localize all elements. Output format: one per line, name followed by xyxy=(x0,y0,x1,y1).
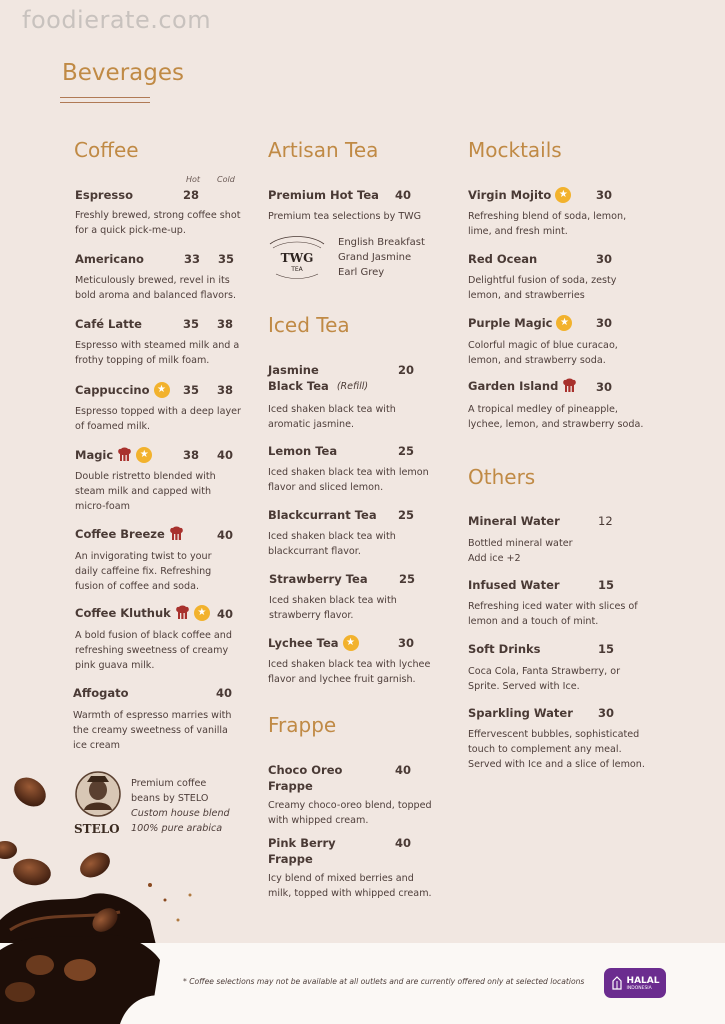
price: 40 xyxy=(395,836,412,850)
star-icon: ★ xyxy=(343,635,359,651)
section-title-others: Others xyxy=(468,465,536,489)
star-icon: ★ xyxy=(556,315,572,331)
svg-text:TEA: TEA xyxy=(291,266,303,273)
section-title-artisan-tea: Artisan Tea xyxy=(268,138,379,162)
menu-item-name: Frappe xyxy=(268,852,313,866)
price: 30 xyxy=(596,252,613,266)
menu-item-desc: Delightful fusion of soda, zesty lemon, and strawberries xyxy=(468,275,617,301)
price-hot: 28 xyxy=(183,188,200,202)
price: 20 xyxy=(398,363,415,377)
price: 30 xyxy=(596,316,613,330)
price-hot: 38 xyxy=(183,448,200,462)
menu-item-name: Lychee Tea ★ xyxy=(268,635,359,651)
price: 12 xyxy=(598,514,613,528)
price-cold: 40 xyxy=(217,448,234,462)
title-underline xyxy=(60,102,150,103)
price-hot: 35 xyxy=(183,317,200,331)
star-icon: ★ xyxy=(194,605,210,621)
section-title-iced-tea: Iced Tea xyxy=(268,313,350,337)
footnote: * Coffee selections may not be available at all outlets and are currently offered only at selected locations xyxy=(183,977,585,986)
star-icon: ★ xyxy=(555,187,571,203)
menu-item-desc: Colorful magic of blue curacao, lemon, and strawberry soda. xyxy=(468,340,618,366)
price: 25 xyxy=(399,572,416,586)
section-title-mocktails: Mocktails xyxy=(468,138,562,162)
menu-item-desc: Icy blend of mixed berries and milk, topped with whipped cream. xyxy=(268,873,432,899)
chef-hat-icon xyxy=(169,526,184,542)
menu-item-desc: Iced shaken black tea with lemon flavor and sliced lemon. xyxy=(268,467,429,493)
price-cold: 38 xyxy=(217,317,234,331)
star-icon: ★ xyxy=(136,447,152,463)
menu-item-desc: Freshly brewed, strong coffee shot for a quick pick-me-up. xyxy=(75,210,241,236)
price: 25 xyxy=(398,444,415,458)
menu-item-name: Soft Drinks xyxy=(468,642,541,656)
menu-item-desc: Refreshing iced water with slices of lemon and a touch of mint. xyxy=(468,601,638,627)
menu-item-desc: A tropical medley of pineapple, lychee, lemon, and strawberry soda. xyxy=(468,404,644,430)
menu-item-name: Premium Hot Tea xyxy=(268,188,379,202)
menu-item-desc: Creamy choco-oreo blend, topped with whipped cream. xyxy=(268,800,432,826)
price: 15 xyxy=(598,642,615,656)
chef-hat-icon xyxy=(562,378,577,394)
page-title: Beverages xyxy=(62,60,184,86)
menu-item-name: Sparkling Water xyxy=(468,706,573,720)
halal-icon xyxy=(611,976,623,990)
menu-item-desc: Espresso topped with a deep layer of foamed milk. xyxy=(75,406,241,432)
menu-item-desc: Bottled mineral water Add ice +2 xyxy=(468,538,573,564)
menu-item-desc: An invigorating twist to your daily caffeine fix. Refreshing fusion of coffee and soda. xyxy=(75,551,212,592)
twg-tea-logo xyxy=(268,234,326,282)
cold-label: Cold xyxy=(217,175,235,184)
price-cold: 35 xyxy=(218,252,235,266)
price: 25 xyxy=(398,508,415,522)
menu-item-desc: Iced shaken black tea with strawberry flavor. xyxy=(269,595,397,621)
menu-item-desc: A bold fusion of black coffee and refreshing sweetness of creamy pink guava milk. xyxy=(75,630,232,671)
menu-item-desc: Iced shaken black tea with lychee flavor and lychee fruit garnish. xyxy=(268,659,431,685)
menu-item-name: Purple Magic ★ xyxy=(468,315,572,331)
menu-item-desc: Coca Cola, Fanta Strawberry, or Sprite. Served with Ice. xyxy=(468,666,621,692)
menu-item-name: Frappe xyxy=(268,779,313,793)
menu-item-desc: Warmth of espresso marries with the creamy sweetness of vanilla ice cream xyxy=(73,710,232,751)
menu-item-name: Choco Oreo xyxy=(268,763,343,777)
menu-item-name: Magic ★ xyxy=(75,447,152,463)
menu-item-desc: Premium tea selections by TWG xyxy=(268,211,422,222)
watermark: foodierate.com xyxy=(22,6,212,34)
section-title-coffee: Coffee xyxy=(74,138,139,162)
menu-item-desc: Iced shaken black tea with blackcurrant flavor. xyxy=(268,531,396,557)
coffee-cup-illustration xyxy=(0,920,175,1024)
menu-item-desc: Iced shaken black tea with aromatic jasmine. xyxy=(268,404,396,430)
svg-text:TWG: TWG xyxy=(280,251,314,265)
price: 40 xyxy=(395,188,412,202)
menu-item-name: Americano xyxy=(75,252,144,266)
tea-varieties: English Breakfast Grand Jasmine Earl Grey xyxy=(338,237,425,278)
menu-item-name: Red Ocean xyxy=(468,252,538,266)
menu-item-name: Affogato xyxy=(73,686,129,700)
stelo-description: Premium coffee beans by STELO Custom house blend 100% pure arabica xyxy=(131,778,230,834)
price: 30 xyxy=(596,188,613,202)
menu-item-name: Coffee Kluthuk ★ xyxy=(75,605,210,621)
menu-item-name: Pink Berry xyxy=(268,836,336,850)
price: 30 xyxy=(598,706,615,720)
section-title-frappe: Frappe xyxy=(268,713,337,737)
price: 30 xyxy=(398,636,415,650)
price-hot: 35 xyxy=(183,383,200,397)
refill-note: (Refill) xyxy=(336,380,369,392)
price: 40 xyxy=(395,763,412,777)
menu-item-name: Black Tea (Refill) xyxy=(268,379,369,393)
menu-item-desc: Espresso with steamed milk and a frothy topping of milk foam. xyxy=(75,340,240,366)
chef-hat-icon xyxy=(117,447,132,463)
stelo-logo-text: STELO xyxy=(74,822,120,836)
price-cold: 38 xyxy=(217,383,234,397)
menu-item-name: Infused Water xyxy=(468,578,560,592)
menu-item-name: Lemon Tea xyxy=(268,444,338,458)
menu-item-name: Garden Island xyxy=(468,378,577,394)
star-icon: ★ xyxy=(154,382,170,398)
menu-item-name: Café Latte xyxy=(75,317,142,331)
price: 15 xyxy=(598,578,615,592)
chef-hat-icon xyxy=(175,605,190,621)
title-underline xyxy=(60,97,150,98)
price-cold: 40 xyxy=(216,686,233,700)
menu-item-desc: Effervescent bubbles, sophisticated touch to complement any meal. Served with Ice and a slice of lemon. xyxy=(468,729,645,770)
menu-item-name: Mineral Water xyxy=(468,514,560,528)
menu-item-name: Virgin Mojito ★ xyxy=(468,187,571,203)
menu-item-name: Espresso xyxy=(75,188,133,202)
menu-item-desc: Double ristretto blended with steam milk and capped with micro-foam xyxy=(75,471,216,512)
menu-item-name: Blackcurrant Tea xyxy=(268,508,377,522)
menu-item-desc: Meticulously brewed, revel in its bold aroma and balanced flavors. xyxy=(75,275,236,301)
price-cold: 40 xyxy=(217,528,234,542)
menu-item-name: Jasmine xyxy=(268,363,319,377)
price-cold: 40 xyxy=(217,607,234,621)
menu-item-name: Strawberry Tea xyxy=(269,572,368,586)
menu-item-name: Cappuccino ★ xyxy=(75,382,170,398)
price-hot: 33 xyxy=(184,252,201,266)
hot-label: Hot xyxy=(186,175,201,184)
price: 30 xyxy=(596,380,613,394)
menu-item-desc: Refreshing blend of soda, lemon, lime, and fresh mint. xyxy=(468,211,627,237)
halal-badge: HALAL INDONESIA xyxy=(604,968,666,998)
menu-item-name: Coffee Breeze xyxy=(75,526,184,542)
